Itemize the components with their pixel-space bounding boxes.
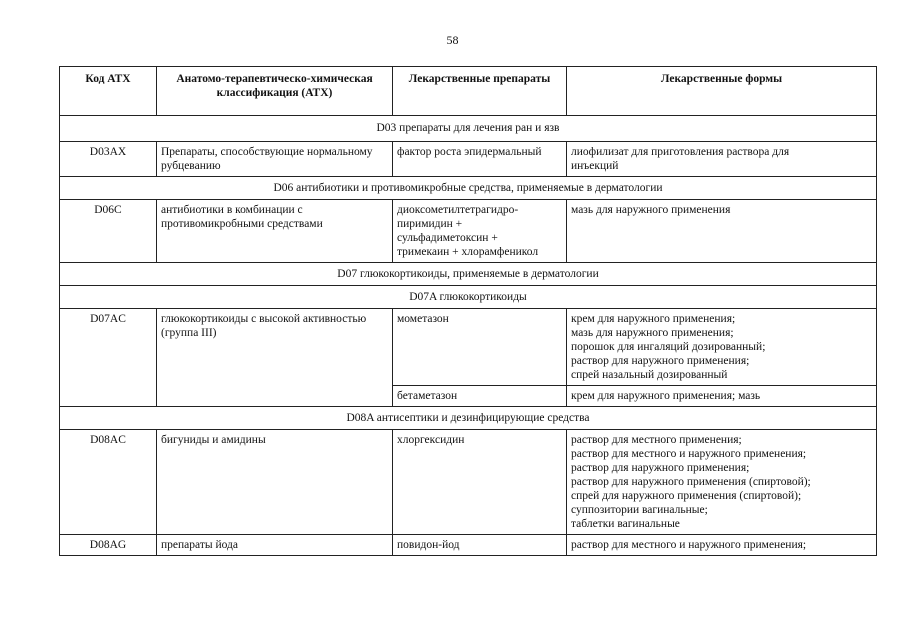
dosage-form-line: лиофилизат для приготовления раствора для bbox=[571, 146, 790, 158]
atc-classification: Препараты, способствующие нормальному рубцеванию bbox=[157, 142, 393, 177]
header-forms: Лекарственные формы bbox=[567, 67, 877, 116]
atc-classification: глюкокортикоиды с высокой активностью (группа III) bbox=[157, 309, 393, 407]
group-row-d07 bbox=[60, 263, 877, 286]
drug-name-line: пиримидин + bbox=[397, 218, 463, 230]
atc-code: D06C bbox=[60, 200, 157, 263]
dosage-form-line: мазь для наружного применения bbox=[571, 204, 731, 216]
dosage-form-line: раствор для наружного применения (спиртовой); bbox=[571, 476, 811, 488]
table-row-d03ax bbox=[60, 142, 877, 177]
atc-code: D08AG bbox=[60, 535, 157, 556]
drug-name: фактор роста эпидермальный bbox=[393, 142, 567, 177]
atc-classification: препараты йода bbox=[157, 535, 393, 556]
group-row-d03 bbox=[60, 116, 877, 142]
atc-classification: бигуниды и амидины bbox=[157, 430, 393, 535]
group-row-d07a bbox=[60, 286, 877, 309]
group-row-d06 bbox=[60, 177, 877, 200]
table-row-d06c bbox=[60, 200, 877, 263]
drug-name: бетаметазон bbox=[393, 386, 567, 407]
dosage-form-line: раствор для местного и наружного применения; bbox=[571, 448, 807, 460]
drug-name: мометазон bbox=[393, 309, 567, 386]
table-row-d08ac bbox=[60, 430, 877, 535]
dosage-form-line: раствор для местного применения; bbox=[571, 434, 742, 446]
header-classification: Анатомо-терапевтическо-химическая классификация (АТХ) bbox=[157, 67, 393, 116]
subgroup-title: D07A глюкокортикоиды bbox=[60, 286, 877, 309]
dosage-form-line: крем для наружного применения; мазь bbox=[571, 390, 761, 402]
dosage-form-line: суппозитории вагинальные; bbox=[571, 504, 708, 516]
atc-table bbox=[59, 66, 877, 556]
drug-name-line: диоксометилтетрагидро- bbox=[397, 204, 519, 216]
dosage-forms bbox=[567, 200, 877, 263]
page-number: 58 bbox=[446, 33, 459, 47]
drug-name-line: сульфадиметоксин + bbox=[397, 232, 498, 244]
group-title: D08A антисептики и дезинфицирующие средства bbox=[60, 407, 877, 430]
drug-name-line: тримекаин + хлорамфеникол bbox=[397, 246, 539, 258]
table-header-row bbox=[60, 67, 877, 116]
dosage-form-line: инъекций bbox=[571, 160, 619, 172]
dosage-form-line: спрей для наружного применения (спиртовой); bbox=[571, 490, 802, 502]
dosage-form-line: крем для наружного применения; bbox=[571, 313, 736, 325]
dosage-form-line: таблетки вагинальные bbox=[571, 518, 680, 530]
dosage-form-line: порошок для ингаляций дозированный; bbox=[571, 341, 766, 353]
group-title: D03 препараты для лечения ран и язв bbox=[60, 116, 877, 142]
dosage-forms bbox=[567, 430, 877, 535]
drug-name: повидон-йод bbox=[393, 535, 567, 556]
table-row-d07ac bbox=[60, 309, 877, 386]
atc-code: D07AC bbox=[60, 309, 157, 407]
group-row-d08a bbox=[60, 407, 877, 430]
header-code: Код АТХ bbox=[60, 67, 157, 116]
group-title: D06 антибиотики и противомикробные средства, применяемые в дерматологии bbox=[60, 177, 877, 200]
dosage-form-line: раствор для местного и наружного применения; bbox=[571, 539, 807, 551]
atc-classification: антибиотики в комбинации с противомикробными средствами bbox=[157, 200, 393, 263]
drug-name: хлоргексидин bbox=[393, 430, 567, 535]
dosage-form-line: раствор для наружного применения; bbox=[571, 355, 750, 367]
group-title: D07 глюкокортикоиды, применяемые в дерматологии bbox=[60, 263, 877, 286]
dosage-form-line: раствор для наружного применения; bbox=[571, 462, 750, 474]
header-drugs: Лекарственные препараты bbox=[393, 67, 567, 116]
dosage-form-line: мазь для наружного применения; bbox=[571, 327, 734, 339]
dosage-forms bbox=[567, 386, 877, 407]
dosage-form-line: спрей назальный дозированный bbox=[571, 369, 728, 381]
atc-code: D08AC bbox=[60, 430, 157, 535]
table-row-d08ag bbox=[60, 535, 877, 556]
dosage-forms bbox=[567, 309, 877, 386]
dosage-forms bbox=[567, 535, 877, 556]
drug-name bbox=[393, 200, 567, 263]
dosage-forms bbox=[567, 142, 877, 177]
atc-code: D03AX bbox=[60, 142, 157, 177]
